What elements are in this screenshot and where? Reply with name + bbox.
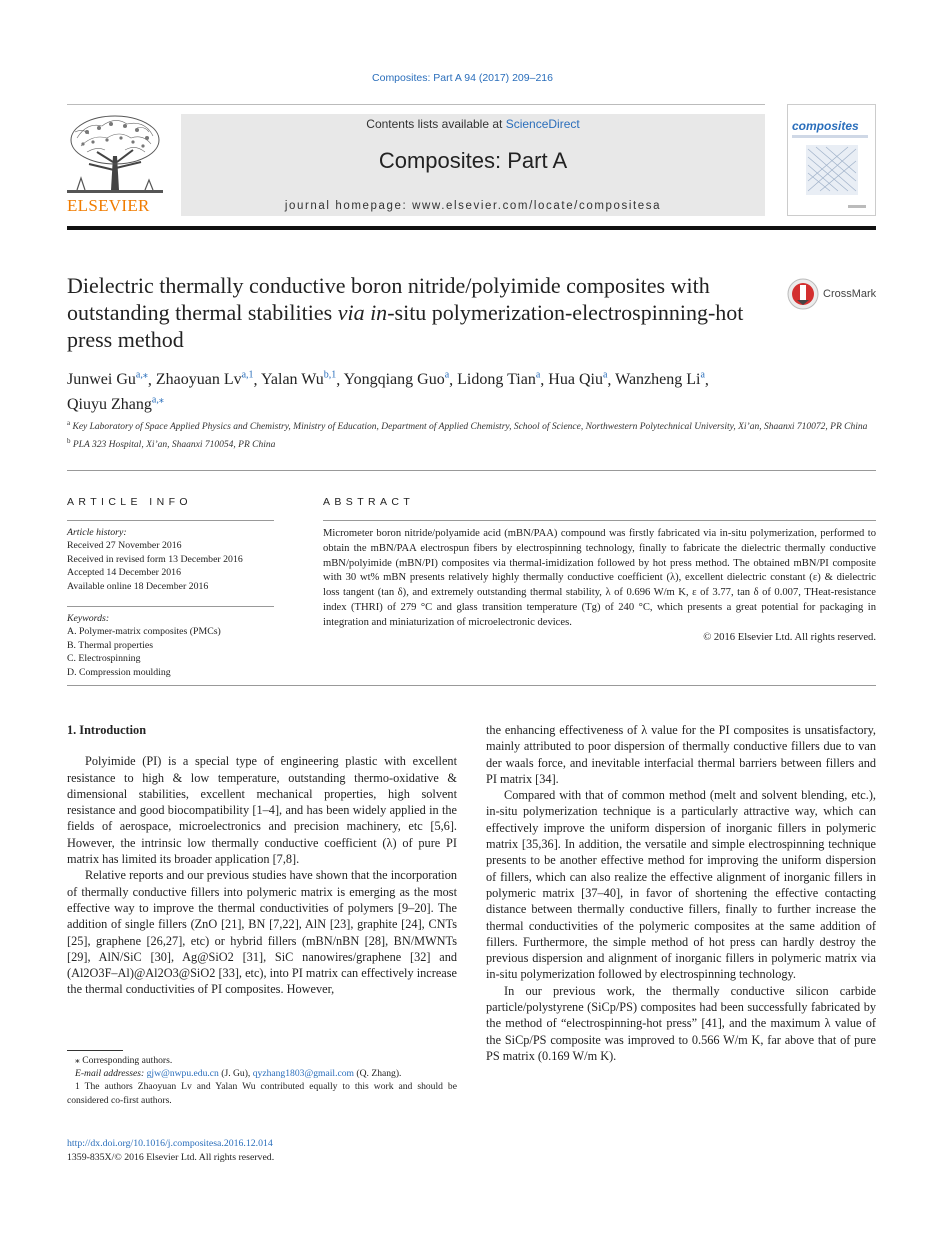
body-column-left bbox=[67, 722, 457, 998]
journal-header-box bbox=[181, 114, 765, 216]
cover-title: composites bbox=[792, 119, 859, 133]
journal-cover-thumbnail[interactable] bbox=[787, 104, 876, 216]
doi-block bbox=[67, 1137, 457, 1164]
title-part-2: -situ polymerization-electrospinning-hot press method bbox=[67, 300, 744, 352]
article-info-heading: ARTICLE INFO bbox=[67, 496, 192, 508]
author[interactable]: Hua Qiu$^a$ bbox=[548, 370, 608, 389]
title-part-1: Dielectric thermally conductive boron nitride/polyimide composites with outstanding thermal stabilities bbox=[67, 273, 710, 325]
cover-art bbox=[788, 105, 877, 217]
author[interactable]: Qiuyu Zhang$^{a,⁎}$ bbox=[67, 394, 164, 413]
affiliation: $^b$ PLA 323 Hospital, Xi’an, Shaanxi 710054, PR China bbox=[67, 436, 276, 450]
elsevier-wordmark: ELSEVIER bbox=[67, 196, 150, 215]
author[interactable]: Yongqiang Guo$^a$ bbox=[343, 370, 450, 389]
crossmark-badge[interactable] bbox=[787, 278, 887, 312]
affiliations bbox=[67, 417, 876, 452]
author[interactable]: Yalan Wu$^{b,1}$ bbox=[260, 370, 337, 389]
author[interactable]: Lidong Tian$^a$ bbox=[457, 370, 541, 389]
history-item: Received 27 November 2016 bbox=[67, 540, 182, 552]
journal-header bbox=[67, 104, 876, 216]
author[interactable]: Wanzheng Li$^a$ bbox=[615, 370, 705, 389]
body-paragraph: Polyimide (PI) is a special type of engineering plastic with excellent resistance to high & low temperature, outstanding thermo-oxidative & dimensional stabilities, excellent mechanical properties, high solvent resistance and good biocompatibility [1–4], and has been widely applied in the fields of aerospace, microelectronics and precision machinery, etc [5,6]. However, the intrinsic low thermally conductive coefficient (λ) of pure PI matrix has limited its broader application [7,8]. bbox=[67, 754, 457, 867]
section-heading-introduction: 1. Introduction bbox=[67, 723, 147, 737]
affiliation-divider bbox=[67, 470, 876, 471]
corresponding-note: ⁎ Corresponding authors. bbox=[75, 1055, 173, 1066]
affiliation: $^a$ Key Laboratory of Space Applied Physics and Chemistry, Ministry of Education, Department of Applied Chemistry, School of Science, Northwestern Polytechnical University, Xi’an, Shaanxi 710072, PR China bbox=[67, 419, 868, 433]
footnotes bbox=[67, 1054, 457, 1107]
keywords bbox=[67, 606, 274, 679]
abstract-heading: ABSTRACT bbox=[323, 496, 415, 508]
crossmark-label: CrossMark bbox=[823, 288, 877, 300]
keyword: C. Electrospinning bbox=[67, 653, 141, 665]
email-link[interactable]: gjw@nwpu.edu.cn bbox=[146, 1068, 219, 1080]
elsevier-tree-icon bbox=[67, 112, 163, 194]
crossmark-icon bbox=[787, 278, 819, 310]
journal-reference[interactable]: Composites: Part A 94 (2017) 209–216 bbox=[372, 72, 553, 84]
co-first-author-note: 1 The authors Zhaoyuan Lv and Yalan Wu contributed equally to this work and should be considered co-first authors. bbox=[67, 1081, 457, 1106]
history-item: Accepted 14 December 2016 bbox=[67, 567, 181, 579]
history-title: Article history: bbox=[67, 527, 127, 538]
keyword: D. Compression moulding bbox=[67, 666, 171, 678]
abstract-text: Micrometer boron nitride/polyamide acid (mBN/PAA) compound was firstly fabricated via in-situ polymerization, performed to obtain the mBN/PAA electrospun fibers by electrospinning technology, finally to fabricate the dielectric thermally conductive mBN/polyimide (mBN/PI) composites via thermal-imidization followed by hot press method. The obtained mBN/PI composite with 30 wt% mBN presents relatively highly thermally conductive coefficient (λ), excellent dielectric constant (ε) & dielectric loss tangent (tan δ), and extremely outstanding thermal stability, λ of 0.696 W/m K, ε of 3.77, tan δ of 0.007, THeat-resistance index (THRI) of 279 °C and glass transition temperature (Tg) of 240 °C, which presents a great potential for packaging in integration and miniaturization of microelectronic devices. bbox=[323, 528, 876, 628]
keywords-title: Keywords: bbox=[67, 613, 110, 624]
email-note: E-mail addresses: gjw@nwpu.edu.cn (J. Gu), qyzhang1803@gmail.com (Q. Zhang). bbox=[75, 1068, 402, 1080]
contents-line bbox=[181, 117, 765, 131]
email-link[interactable]: qyzhang1803@gmail.com bbox=[252, 1068, 355, 1080]
doi-link[interactable]: http://dx.doi.org/10.1016/j.compositesa.2016.12.014 bbox=[67, 1138, 273, 1149]
article-history bbox=[67, 520, 274, 593]
footnote-rule bbox=[67, 1050, 123, 1051]
abstract-divider bbox=[67, 685, 876, 686]
header-top-rule bbox=[67, 104, 765, 105]
history-item: Available online 18 December 2016 bbox=[67, 580, 209, 592]
author-list: Junwei $Gu^{a,⁎}$, Zhaoyuan Lv$^{a,1}$, Yalan Wu$^{b,1}$, Yongqiang Guo$^a$, Lidong Tian$^a$, Hua Qiu$^a$, Wanzheng Li$^a$, Qiuyu Zhang$^{a,⁎}$ bbox=[67, 370, 709, 413]
body-paragraph: Compared with that of common method (melt and solvent blending, etc.), in-situ polymerization technique is a particularly attractive way, which can effectively improve the uniform dispersion of inorganic fillers in polymeric matrix [35,36]. In addition, the versatile and simple electrospinning technique presents to be another effective method for improving the uniform dispersion of fillers, which can also realize the effective alignment of inorganic fillers in polymeric matrix [37–40], in favor of shortening the effective contacting distance between thermally conductive fillers, finally to further increase the thermal conductivities of the polymeric composites at the same addition of fillers. Furthermore, the simple method of hot press can hardly destroy the previous dispersion and alignment of inorganic fillers in polymeric matrix via in-situ polymerization followed by electrospinning technology. bbox=[486, 788, 876, 982]
contents-prefix: Contents lists available at bbox=[366, 117, 506, 131]
keyword: A. Polymer-matrix composites (PMCs) bbox=[67, 626, 221, 638]
body-paragraph: the enhancing effectiveness of λ value for the PI composites is unsatisfactory, mainly attributed to poor dispersion of thermally conductive fillers due to van der waals force, and inevitable interfacial thermal barriers between fillers and PI matrix [34]. bbox=[486, 723, 876, 786]
body-paragraph: In our previous work, the thermally conductive silicon carbide particle/polystyrene (SiCp/PS) composites had been successfully fabricated by the method of “electrospinning-hot press” [41], and the maximum λ value of the SiCp/PS composite was improved to 0.566 W/m K, far above that of pure PS matrix (0.169 W/m K). bbox=[486, 983, 876, 1063]
issn-line: 1359-835X/© 2016 Elsevier Ltd. All rights reserved. bbox=[67, 1151, 275, 1163]
keyword: B. Thermal properties bbox=[67, 639, 154, 651]
sciencedirect-link[interactable]: ScienceDirect bbox=[505, 117, 580, 131]
journal-homepage[interactable]: journal homepage: www.elsevier.com/locate/compositesa bbox=[284, 200, 662, 212]
author[interactable]: Zhaoyuan Lv$^{a,1}$ bbox=[155, 370, 254, 389]
article-title bbox=[67, 272, 767, 353]
abstract bbox=[323, 520, 876, 645]
header-divider bbox=[67, 226, 876, 230]
title-italic: via in bbox=[337, 300, 388, 325]
body-paragraph: Relative reports and our previous studies have shown that the incorporation of thermally conductive fillers into polymeric matrix is emerging as the most effective way to improve the thermal conductivities of polymers [9–20]. The addition of single fillers (ZnO [21], BN [7,22], AlN [23], graphite [24], CNTs [25], graphene [26,27], etc) or hybrid fillers (mBN/nBN [28], BN/MWNTs [29], AlN/SiC [30], Ag@SiO2 [31], SiC nanowires/graphene [32] and (Al2O3F–Al)@Al2O3@SiO2 [33], etc), into PI matrix can effectively increase the thermal conductivities of PI composites. However, bbox=[67, 868, 457, 997]
body-column-right bbox=[486, 722, 876, 1064]
history-item: Received in revised form 13 December 2016 bbox=[67, 553, 243, 565]
author[interactable]: Junwei $Gu^{a,⁎}$ bbox=[67, 370, 148, 389]
elsevier-logo[interactable] bbox=[67, 112, 163, 216]
journal-name: Composites: Part A bbox=[378, 148, 568, 173]
abstract-copyright: © 2016 Elsevier Ltd. All rights reserved. bbox=[703, 631, 876, 643]
